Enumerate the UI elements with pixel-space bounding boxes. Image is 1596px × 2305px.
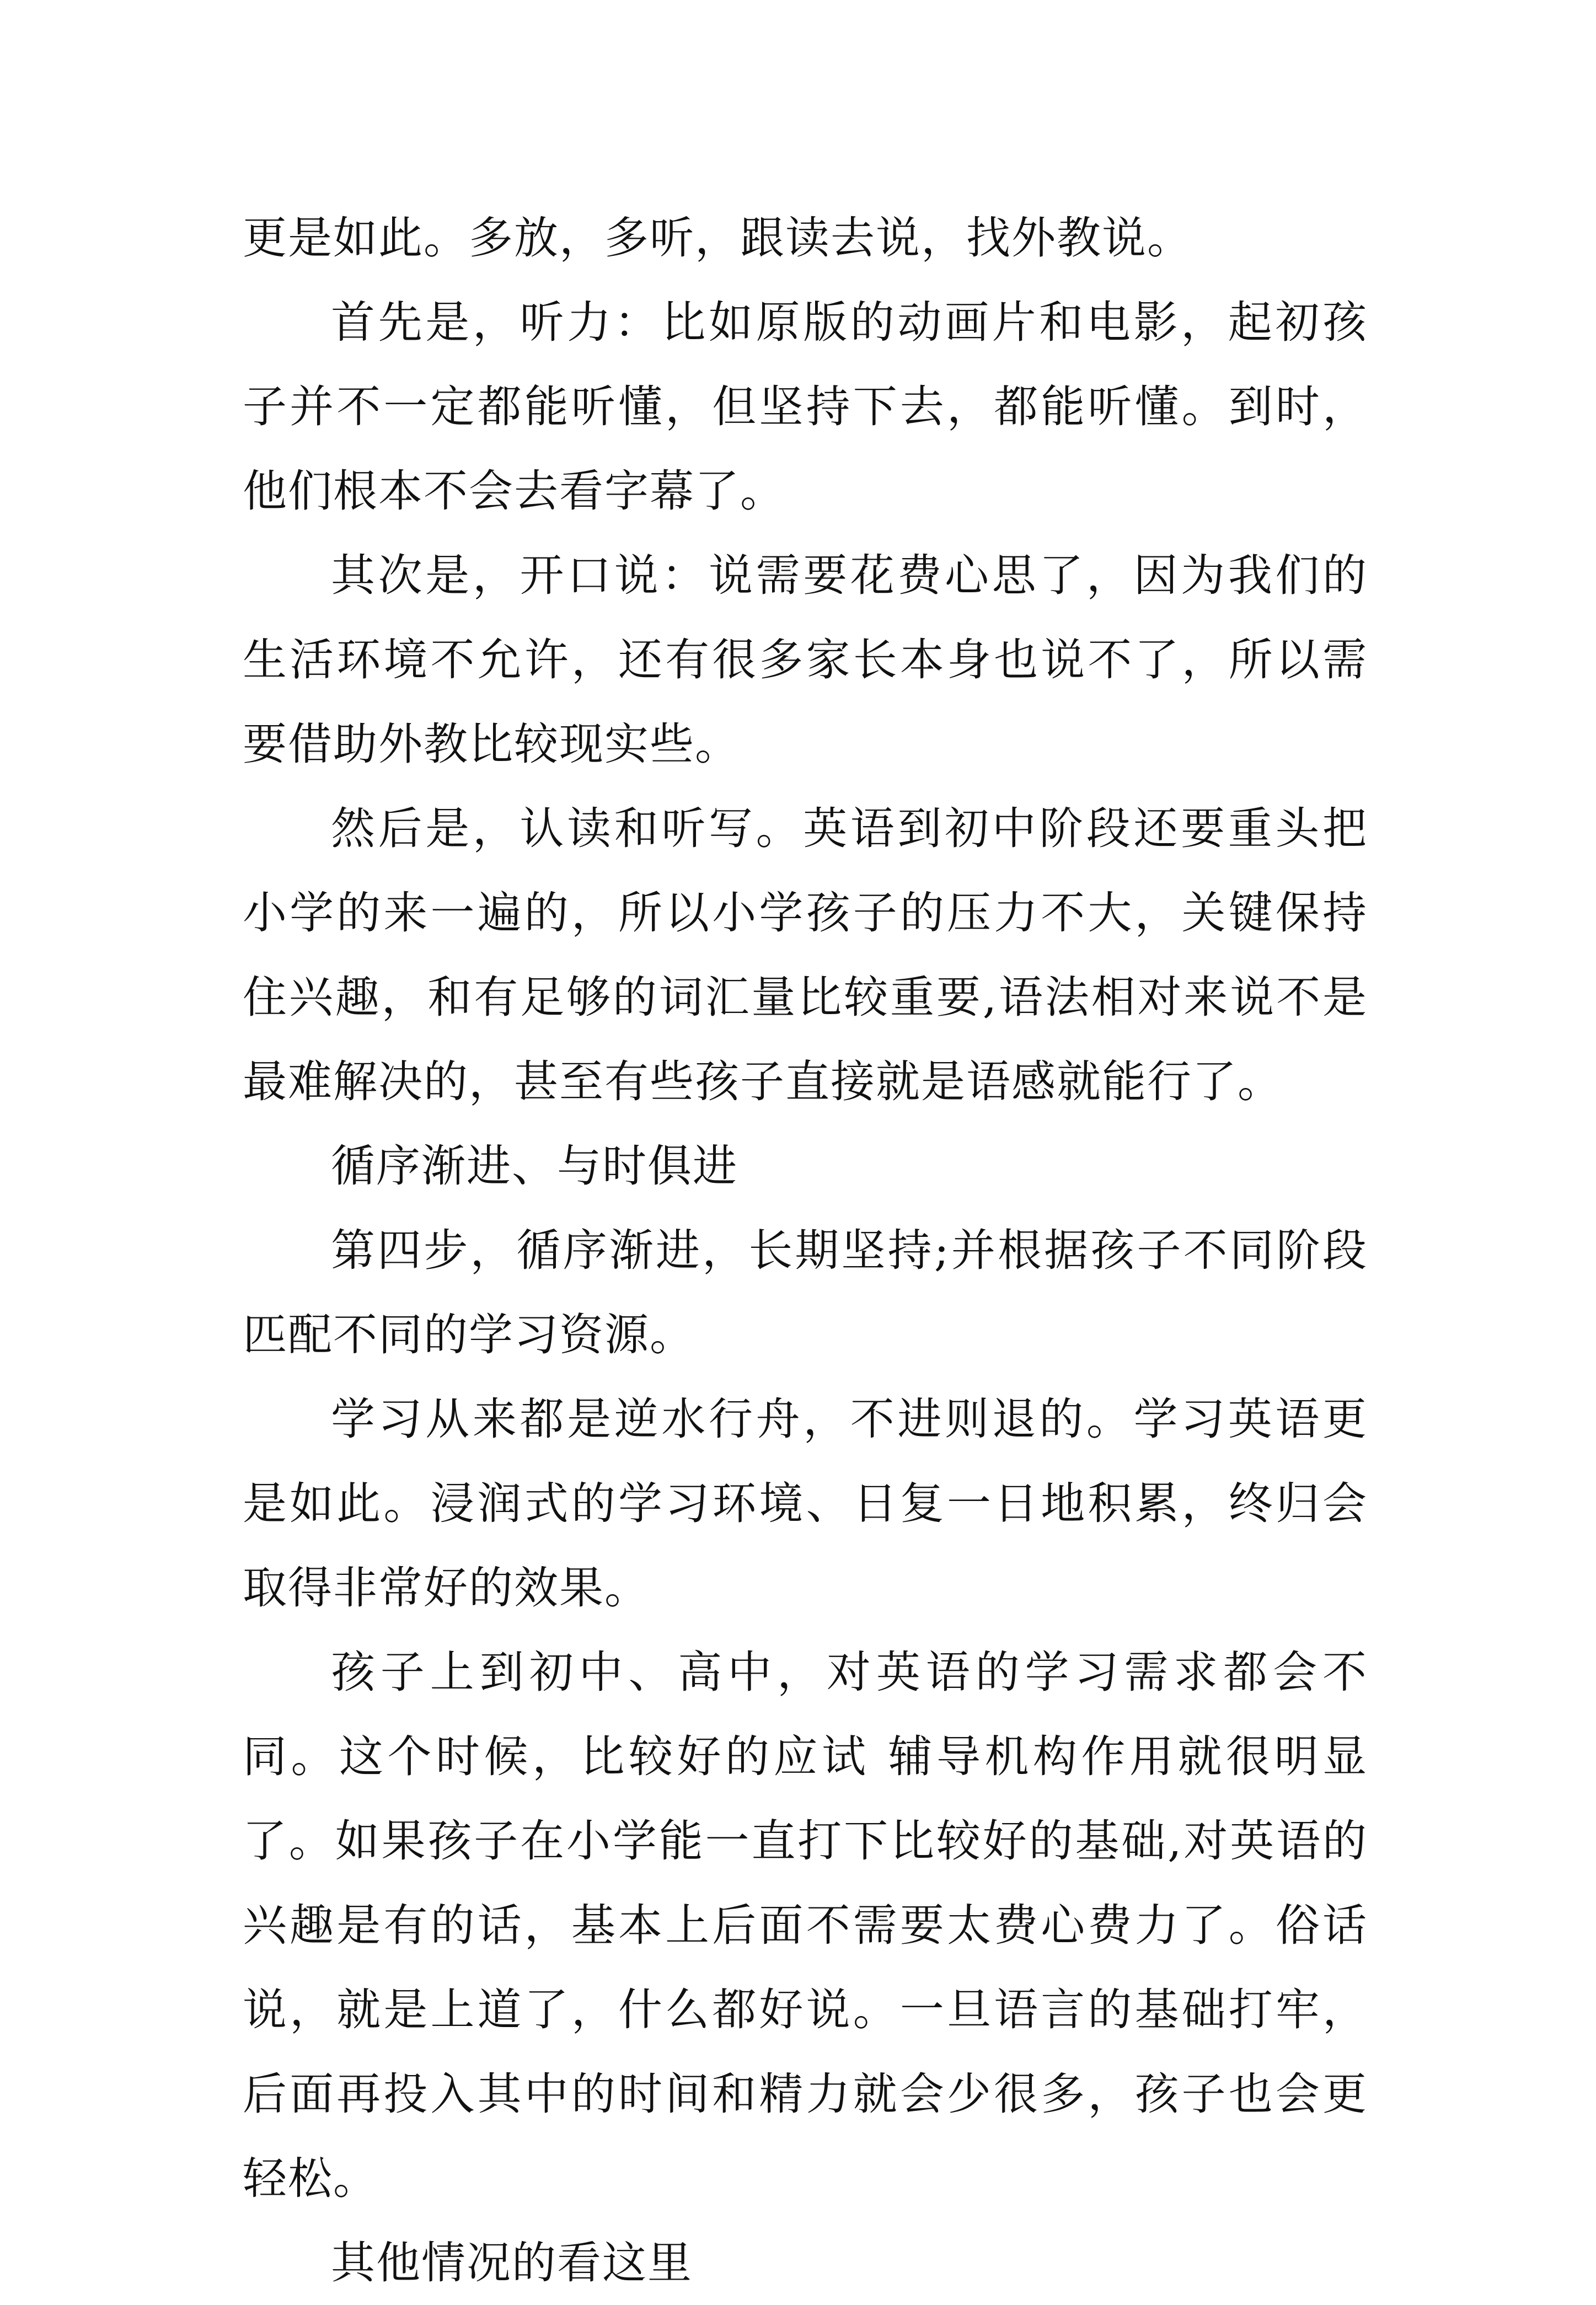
paragraph-5: 第四步，循序渐进，长期坚持;并根据孩子不同阶段匹配不同的学习资源。 — [243, 1225, 1368, 1360]
paragraph-3: 其次是，开口说：说需要花费心思了，因为我们的生活环境不允许，还有很多家长本身也说不了，所以需要借助外教比较现实些。 — [243, 550, 1368, 770]
paragraph-2: 首先是，听力：比如原版的动画片和电影，起初孩子并不一定都能听懂，但坚持下去，都能听懂。到时，他们根本不会去看字幕了。 — [243, 297, 1368, 517]
paragraph-1: 更是如此。多放，多听，跟读去说，找外教说。 — [243, 212, 1192, 264]
paragraph-6: 学习从来都是逆水行舟，不进则退的。学习英语更是如此。浸润式的学习环境、日复一日地积累，终归会取得非常好的效果。 — [243, 1393, 1368, 1614]
paragraph-4: 然后是，认读和听写。英语到初中阶段还要重头把小学的来一遍的，所以小学孩子的压力不大，关键保持住兴趣，和有足够的词汇量比较重要,语法相对来说不是最难解决的，甚至有些孩子直接就是语感就能行了。 — [243, 803, 1368, 1107]
section-heading: 循序渐进、与时俱进 — [331, 1140, 738, 1192]
paragraph-7: 孩子上到初中、高中，对英语的学习需求都会不同。这个时候，比较好的应试 辅导机构作用就很明显了。如果孩子在小学能一直打下比较好的基础,对英语的兴趣是有的话，基本上后面不需要太费心费力了。俗话说，就是上道了，什么都好说。一旦语言的基础打牢，后面再投入其中的时间和精力就会少很多，孩子也会更轻松。 — [243, 1647, 1368, 2204]
document-body — [243, 196, 1368, 2305]
paragraph-8: 其他情况的看这里 — [331, 2237, 693, 2288]
